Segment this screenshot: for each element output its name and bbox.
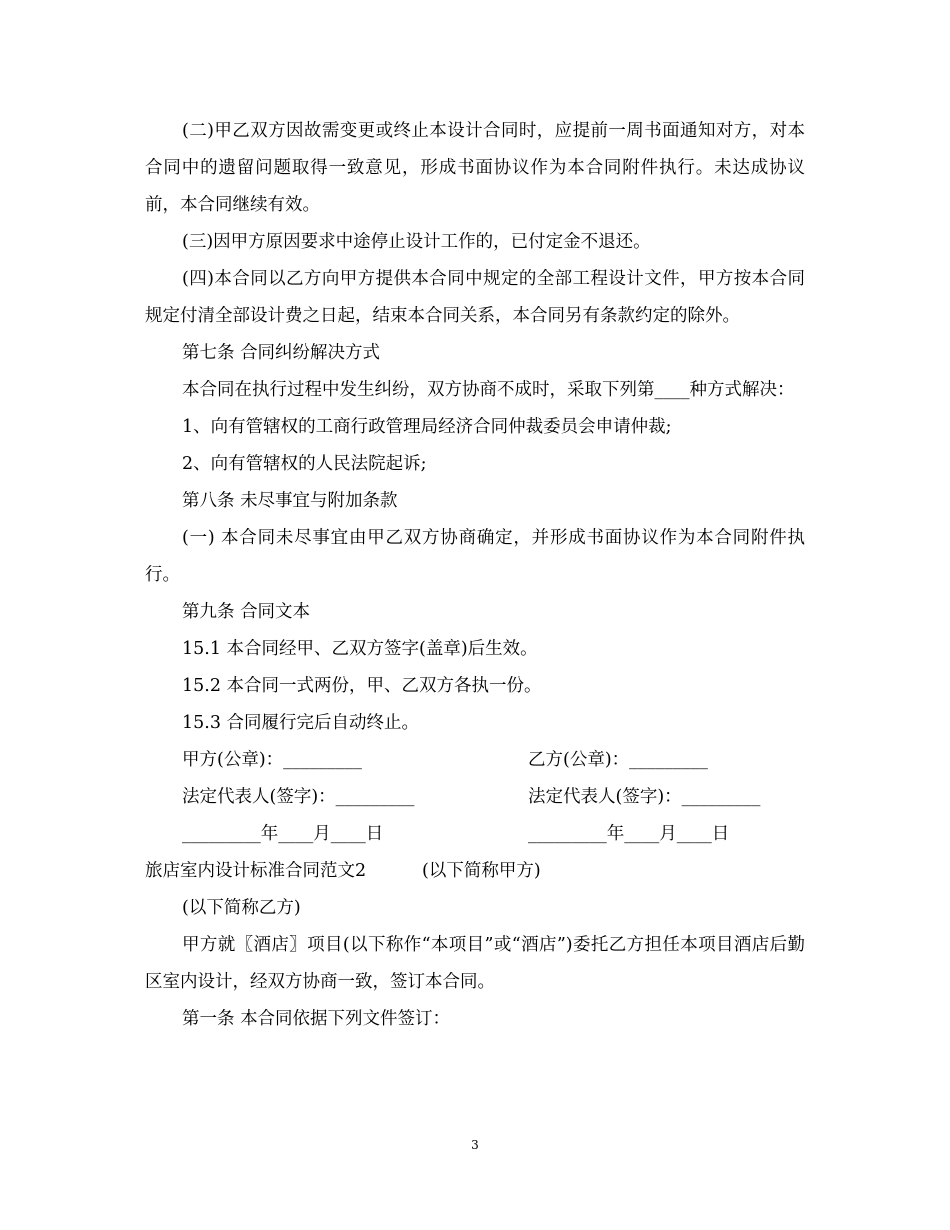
- clause-15-2: 15.2 本合同一式两份，甲、乙双方各执一份。: [182, 676, 542, 696]
- party-a-abbreviation: (以下简称甲方): [422, 861, 541, 881]
- clause-2-paragraph: (二)甲乙双方因故需变更或终止本设计合同时，应提前一周书面通知对方，对本合同中的遗留问题取得一致意见，形成书面协议作为本合同附件执行。未达成协议前，本合同继续有效。: [145, 121, 805, 215]
- article-7-heading: 第七条 合同纠纷解决方式: [182, 343, 381, 363]
- party-b-date-field: _________年____月____日: [528, 824, 730, 844]
- clause-15-1: 15.1 本合同经甲、乙双方签字(盖章)后生效。: [182, 639, 538, 659]
- party-a-seal-field: 甲方(公章)：_________: [182, 750, 362, 770]
- second-contract-article-1: 第一条 本合同依据下列文件签订：: [182, 1009, 451, 1029]
- representative-row: [145, 779, 805, 816]
- clause-3-paragraph: (三)因甲方原因要求中途停止设计工作的，已付定金不退还。: [182, 232, 651, 252]
- seal-row: [145, 742, 805, 779]
- party-a-date-field: _________年____月____日: [182, 824, 384, 844]
- clause-4-paragraph: (四)本合同以乙方向甲方提供本合同中规定的全部工程设计文件，甲方按本合同规定付清全部设计费之日起，结束本合同关系，本合同另有条款约定的除外。: [145, 269, 805, 326]
- second-contract-title: 旅店室内设计标准合同范文2: [145, 861, 367, 881]
- second-contract-intro: 甲方就〖酒店〗项目(以下称作“本项目”或“酒店”)委托乙方担任本项目酒店后勤区室内设计，经双方协商一致，签订本合同。: [145, 935, 805, 992]
- supplementary-clause-paragraph: (一) 本合同未尽事宜由甲乙双方协商确定，并形成书面协议作为本合同附件执行。: [145, 528, 805, 585]
- page-number: 3: [471, 1138, 479, 1152]
- date-row: [145, 816, 805, 853]
- article-9-heading: 第九条 合同文本: [182, 602, 311, 622]
- party-b-representative-field: 法定代表人(签字)：_________: [528, 787, 761, 807]
- contract-body: [145, 113, 805, 1038]
- second-contract-title-row: [145, 853, 805, 890]
- dispute-option-1: 1、向有管辖权的工商行政管理局经济合同仲裁委员会申请仲裁;: [182, 417, 672, 437]
- party-b-seal-field: 乙方(公章)：_________: [528, 750, 708, 770]
- article-8-heading: 第八条 未尽事宜与附加条款: [182, 491, 398, 511]
- dispute-resolution-paragraph: 本合同在执行过程中发生纠纷，双方协商不成时，采取下列第____种方式解决：: [182, 380, 795, 400]
- party-b-abbreviation: (以下简称乙方): [182, 898, 301, 918]
- dispute-option-2: 2、向有管辖权的人民法院起诉;: [182, 454, 427, 474]
- clause-15-3: 15.3 合同履行完后自动终止。: [182, 713, 420, 733]
- party-a-representative-field: 法定代表人(签字)：_________: [182, 787, 415, 807]
